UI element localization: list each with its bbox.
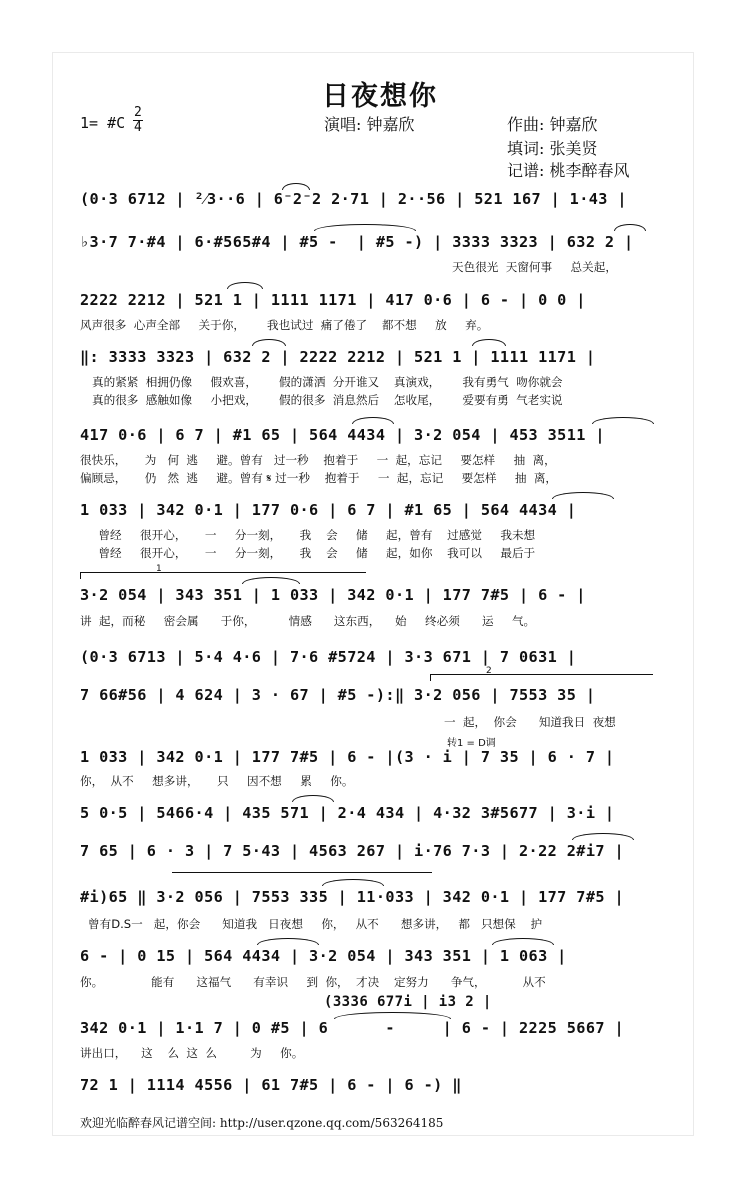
score-line-2-lyric: 天色很光 天窗何事 总关起， [452, 260, 617, 274]
score-line-13-lyric: 曾有D.S一 起，你会 知道我 日夜想 你， 从不 想多讲， 都 只想保 护 [88, 917, 543, 931]
score-line-13-notes: #i)65 ‖ 3·2 056 | 7553 335 | 11·033 | 342 0·1 | 177 7#5 | [80, 888, 624, 906]
footer-credit: 欢迎光临醉春风记谱空间: http://user.qzone.qq.com/563264185 [80, 1116, 444, 1130]
score-line-9-notes: 7 66#56 | 4 624 | 3 · 67 | #5 -):‖ 3·2 056 | 7553 35 | [80, 686, 596, 704]
score-line-9-lyric: 一 起， 你会 知道我日 夜想 [444, 715, 616, 729]
score-line-10-notes: 1 033 | 342 0·1 | 177 7#5 | 6 - |(3 · i | 7 35 | 6 · 7 | [80, 748, 615, 766]
score-line-4-lyric-verse1: 真的紧紧 相拥仍像 假欢喜， 假的潇洒 分开谁又 真演戏， 我有勇气 吻你就会 [92, 375, 563, 389]
tie-mark [242, 577, 300, 584]
composer-credit: 作曲: 钟嘉欣 [507, 115, 598, 134]
key-change-label: 转1 = D调 [447, 738, 496, 749]
sheet-music-page [52, 52, 694, 1136]
score-line-16-notes: 72 1 | 1114 4556 | 61 7#5 | 6 - | 6 -) ‖ [80, 1076, 462, 1094]
tie-mark [282, 183, 310, 190]
tie-mark [492, 938, 554, 945]
score-line-5-notes: 417 0·6 | 6 7 | #1 65 | 564 4434 | 3·2 054 | 453 3511 | [80, 426, 605, 444]
lyricist-credit: 填词: 张美贤 [507, 139, 598, 158]
score-line-15-notes: 342 0·1 | 1·1 7 | 0 #5 | 6 - | 6 - | 2225 5667 | [80, 1019, 624, 1037]
tie-mark [352, 417, 394, 424]
score-line-3-lyric: 风声很多 心声全部 关于你， 我也试过 痛了倦了 都不想 放 弃。 [80, 318, 489, 332]
tie-mark [257, 938, 319, 945]
score-line-4-notes: ‖: 3333 3323 | 632 2 | 2222 2212 | 521 1 | 1111 1171 | [80, 348, 596, 366]
tie-mark [552, 492, 614, 499]
first-ending-bracket: 1 [80, 572, 366, 579]
score-line-5-lyric-verse1: 很快乐， 为 何 逃 避。曾有 过一秒 抱着于 一 起，忘记 要怎样 抽 离， [80, 453, 556, 467]
tie-mark [334, 1012, 451, 1019]
score-line-8-notes: (0·3 6713 | 5·4 4·6 | 7·6 #5724 | 3·3 671 | 7 0631 | [80, 648, 577, 666]
score-line-14-notes: 6 - | 0 15 | 564 4434 | 3·2 054 | 343 351 | 1 063 | [80, 947, 567, 965]
score-line-12-notes: 7 65 | 6 · 3 | 7 5·43 | 4563 267 | i·76 7·3 | 2·22 2#i7 | [80, 842, 624, 860]
tie-mark [292, 795, 334, 802]
score-line-6-lyric-verse2: 曾经 很开心， 一 分一刻， 我 会 储 起，如你 我可以 最后于 [80, 546, 536, 560]
song-title: 日夜想你 [322, 81, 438, 112]
transcriber-credit: 记谱: 桃李醉春风 [507, 161, 630, 180]
tie-mark [592, 417, 654, 424]
tie-mark [252, 339, 286, 346]
time-signature-bottom: 4 [134, 120, 142, 135]
score-line-3-notes: 2222 2212 | 521 1 | 1111 1171 | 417 0·6 | 6 - | 0 0 | [80, 291, 586, 309]
tie-mark [472, 339, 506, 346]
key-signature: 1= #C [80, 114, 126, 132]
tie-mark [227, 282, 263, 289]
score-line-6-lyric-verse1: 曾经 很开心， 一 分一刻， 我 会 储 起，曾有 过感觉 我未想 [80, 528, 536, 542]
score-line-2-notes: ♭3·7 7·#4 | 6·#565#4 | #5 - | #5 -) | 3333 3323 | 632 2 | [80, 233, 634, 251]
score-line-15-lyric: 讲出口， 这 么 这 么 为 你。 [80, 1046, 304, 1060]
singer-credit: 演唱: 钟嘉欣 [324, 115, 415, 134]
score-line-10-lyric: 你， 从不 想多讲， 只 因不想 累 你。 [80, 774, 354, 788]
time-signature-top: 2 [134, 105, 142, 120]
score-line-7-lyric: 讲 起，而秘 密会属 于你， 情感 这东西， 始 终必须 运 气。 [80, 614, 536, 628]
score-line-14-lyric: 你。 能有 这福气 有幸识 到 你， 才决 定努力 争气， 从不 [80, 975, 546, 989]
score-line-5-lyric-verse2: 偏顾忌， 仍 然 逃 避。曾有 𝄋 过一秒 抱着于 一 起，忘记 要怎样 抽 离， [80, 471, 558, 485]
second-ending-bracket: 2 [430, 674, 653, 681]
score-line-6-notes: 1 033 | 342 0·1 | 177 0·6 | 6 7 | #1 65 | 564 4434 | [80, 501, 577, 519]
tie-mark [614, 224, 646, 231]
score-line-1-notes: (0·3 6712 | ²⁄3··6 | 6⁻2⁻2 2·71 | 2··56 | 521 167 | 1·43 | [80, 190, 627, 208]
score-line-11-notes: 5 0·5 | 5466·4 | 435 571 | 2·4 434 | 4·32 3#5677 | 3·i | [80, 804, 615, 822]
tie-mark [314, 224, 416, 231]
score-line-15-upper-notes: (3336 677i | i3 2 | [324, 994, 492, 1010]
tie-mark [572, 833, 634, 840]
score-line-4-lyric-verse2: 真的很多 感触如像 小把戏， 假的很多 消息然后 怎收尾， 爱要有勇 气老实说 [92, 393, 563, 407]
score-line-7-notes: 3·2 054 | 343 351 | 1 033 | 342 0·1 | 177 7#5 | 6 - | [80, 586, 586, 604]
tie-mark [322, 879, 384, 886]
triplet-bracket [172, 872, 432, 879]
